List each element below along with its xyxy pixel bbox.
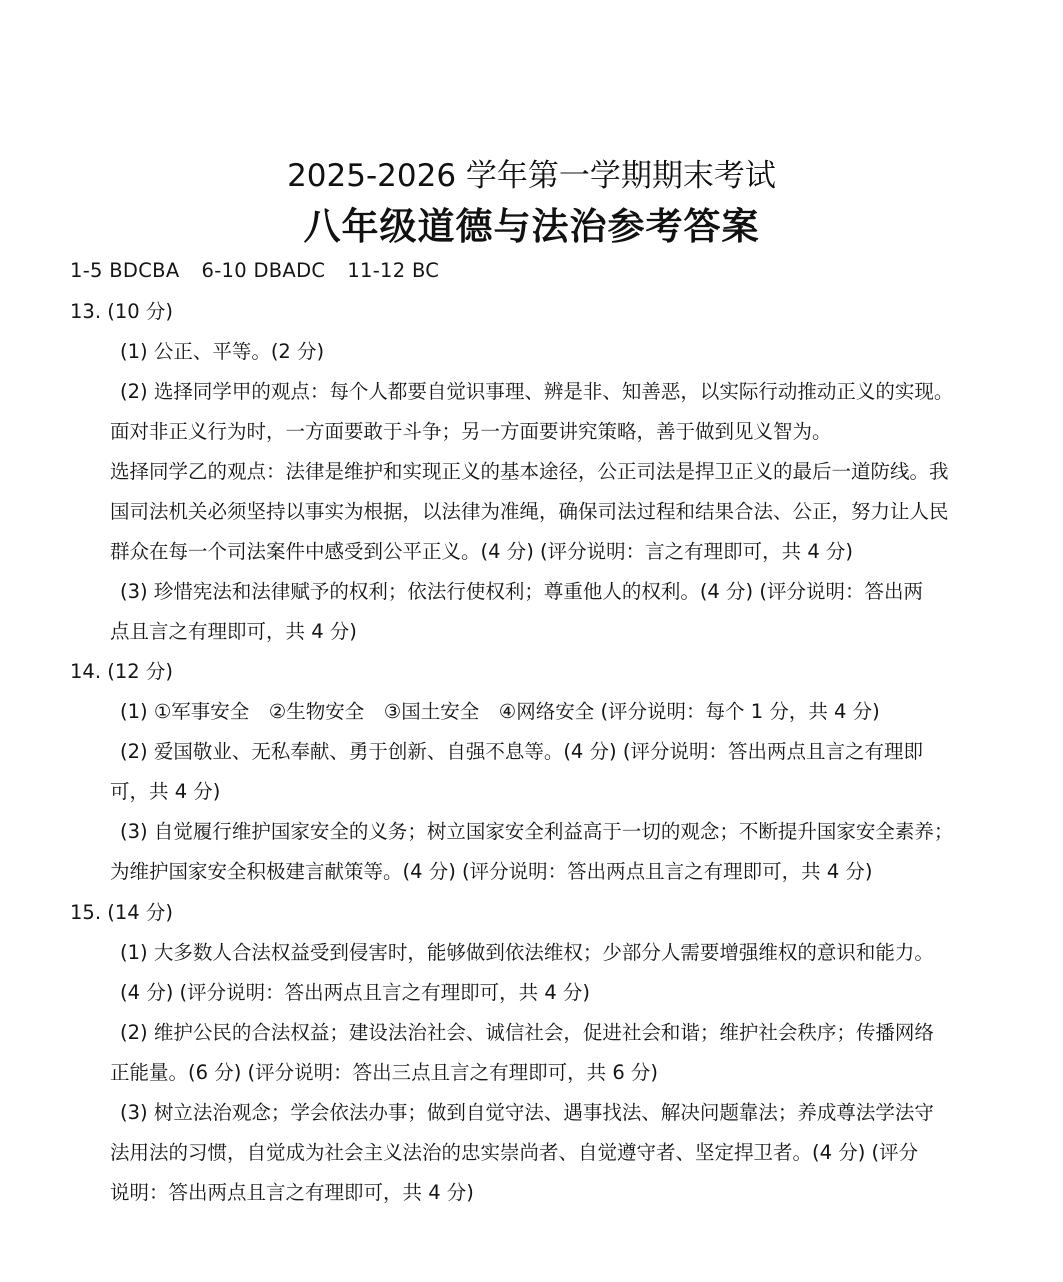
mc-group-1-5: 1-5 BDCBA — [70, 259, 180, 282]
mc-group-11-12: 11-12 BC — [347, 259, 440, 282]
mc-group-6-10: 6-10 DBADC — [201, 259, 326, 282]
q13-part2-answer-line: 面对非正义行为时，一方面要敢于斗争；另一方面要讲究策略，善于做到见义智为。 — [110, 420, 832, 443]
q13-part1-answer: (1) 公正、平等。(2 分) — [120, 340, 325, 363]
q15-part3-answer-line: 法用法的习惯，自觉成为社会主义法治的忠实崇尚者、自觉遵守者、坚定捍卫者。(4 分) (评分 — [110, 1141, 919, 1164]
q14-part3-answer-line: 为维护国家安全积极建言献策等。(4 分) (评分说明：答出两点且言之有理即可，共 4 分) — [110, 860, 873, 883]
q15-part3-answer-line: 说明：答出两点且言之有理即可，共 4 分) — [110, 1181, 474, 1204]
q13-part2-answer-line: 选择同学乙的观点：法律是维护和实现正义的基本途径，公正司法是捍卫正义的最后一道防线。我 — [110, 460, 949, 483]
q15-part1-answer-line: (1) 大多数人合法权益受到侵害时，能够做到依法维权；少部分人需要增强维权的意识和能力。 — [120, 941, 934, 964]
question-14-heading: 14. (12 分) — [70, 660, 173, 683]
question-15-heading: 15. (14 分) — [70, 901, 173, 924]
q13-part3-answer-line: 点且言之有理即可，共 4 分) — [110, 620, 357, 643]
q15-part3-answer-line: (3) 树立法治观念；学会依法办事；做到自觉守法、遇事找法、解决问题靠法；养成尊法学法守 — [120, 1101, 934, 1124]
q15-part2-answer-line: 正能量。(6 分) (评分说明：答出三点且言之有理即可，共 6 分) — [110, 1061, 659, 1084]
q14-part2-answer-line: 可，共 4 分) — [110, 780, 221, 803]
multiple-choice-answers — [70, 257, 439, 285]
q14-part1-answer: (1) ①军事安全 ②生物安全 ③国土安全 ④网络安全 (评分说明：每个 1 分，共 4 分) — [120, 700, 880, 723]
q13-part2-answer-line: 国司法机关必须坚持以事实为根据，以法律为准绳，确保司法过程和结果合法、公正，努力让人民 — [110, 500, 949, 523]
answer-key-title: 八年级道德与法治参考答案 — [303, 205, 760, 248]
q14-part2-answer-line: (2) 爱国敬业、无私奉献、勇于创新、自强不息等。(4 分) (评分说明：答出两点且言之有理即 — [120, 740, 923, 763]
q15-part1-answer-line: (4 分) (评分说明：答出两点且言之有理即可，共 4 分) — [120, 981, 591, 1004]
q13-part3-answer-line: (3) 珍惜宪法和法律赋予的权利；依法行使权利；尊重他人的权利。(4 分) (评分说明：答出两 — [120, 580, 923, 603]
question-13-heading: 13. (10 分) — [70, 300, 173, 323]
exam-title: 2025-2026 学年第一学期期末考试 — [287, 158, 776, 194]
q13-part2-answer-line: (2) 选择同学甲的观点：每个人都要自觉识事理、辨是非、知善恶，以实际行动推动正义的实现。 — [120, 380, 954, 403]
q15-part2-answer-line: (2) 维护公民的合法权益；建设法治社会、诚信社会，促进社会和谐；维护社会秩序；传播网络 — [120, 1021, 934, 1044]
q14-part3-answer-line: (3) 自觉履行维护国家安全的义务；树立国家安全利益高于一切的观念；不断提升国家安全素养； — [120, 820, 954, 843]
q13-part2-answer-line: 群众在每一个司法案件中感受到公平正义。(4 分) (评分说明：言之有理即可，共 4 分) — [110, 540, 854, 563]
